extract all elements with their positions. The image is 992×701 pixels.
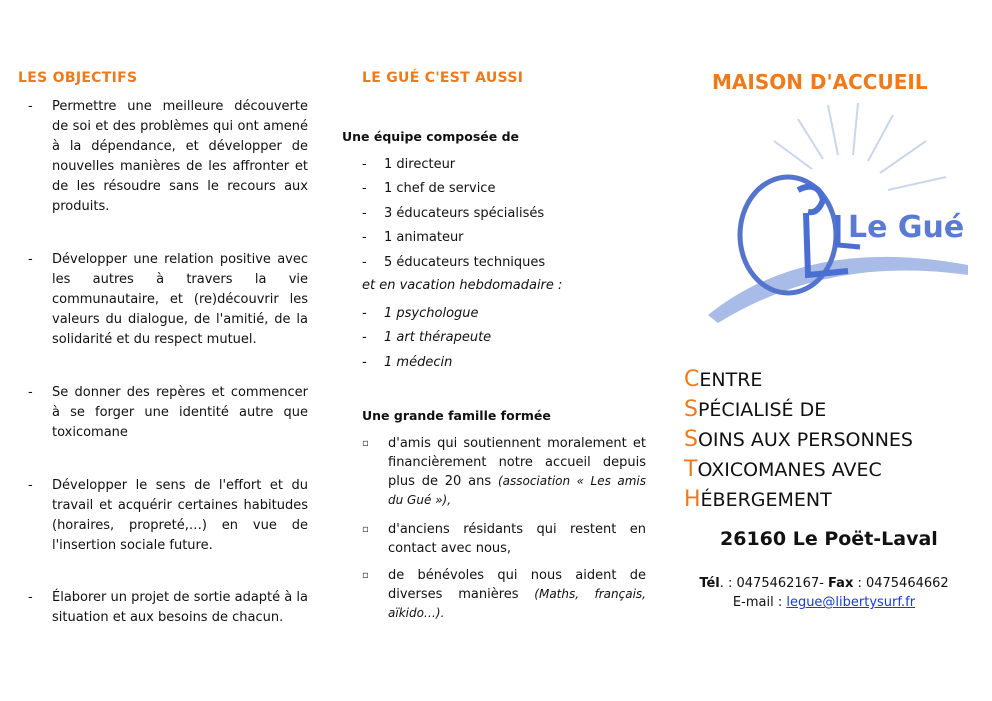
le-gue-logo bbox=[688, 95, 988, 345]
vacation-note: et en vacation hebdomadaire : bbox=[362, 278, 563, 293]
objective-item: - Développer une relation positive avec les autres à travers la vie communautaire, et (re)découvrir les valeurs du dialogue, de l'amitié, de la solidarité et du respect mutuel. bbox=[18, 250, 308, 350]
csst-line: HÉBERGEMENT bbox=[684, 487, 832, 512]
family-item: ▫ de bénévoles qui nous aident de diverses manières (Maths, français, aïkido…). bbox=[362, 568, 646, 620]
email-line: E-mail : legue@libertysurf.fr bbox=[732, 595, 916, 610]
team-item: - 1 chef de service bbox=[362, 181, 496, 196]
team-item: - 5 éducateurs techniques bbox=[362, 255, 546, 270]
team-title: Une équipe composée de bbox=[342, 129, 519, 144]
bullet-icon: ▫ bbox=[362, 438, 369, 449]
vacation-item: - 1 médecin bbox=[362, 355, 453, 370]
bullet-icon: ▫ bbox=[362, 524, 369, 535]
objective-item: - Se donner des repères et commencer à se forger une identité autre que toxicomane bbox=[18, 383, 308, 443]
contact-block bbox=[696, 574, 952, 612]
objective-item: - Développer le sens de l'effort et du travail et acquérir certaines habitudes (horaires, propreté,…) en vue de l'insertion sociale future. bbox=[18, 476, 308, 556]
objective-text: Se donner des repères et commencer à se forger une identité autre que toxicomane bbox=[52, 385, 308, 440]
family-item: ▫ d'anciens résidants qui restent en contact avec nous, bbox=[362, 522, 646, 556]
bullet-icon: ▫ bbox=[362, 570, 369, 581]
team-item: - 3 éducateurs spécialisés bbox=[362, 206, 545, 221]
csst-block bbox=[684, 365, 913, 515]
team-item: - 1 directeur bbox=[362, 157, 456, 172]
csst-line: SPÉCIALISÉ DE bbox=[684, 397, 827, 422]
email-link[interactable]: legue@libertysurf.fr bbox=[786, 595, 916, 610]
phone-fax-line: Tél. : 0475462167- Fax : 0475464662 bbox=[699, 576, 949, 591]
family-title: Une grande famille formée bbox=[362, 408, 551, 423]
objective-text: Élaborer un projet de sortie adapté à la situation et aux besoins de chacun. bbox=[52, 590, 308, 625]
about-heading: LE GUÉ C'EST AUSSI bbox=[362, 70, 524, 86]
objective-item: - Élaborer un projet de sortie adapté à la situation et aux besoins de chacun. bbox=[18, 588, 308, 628]
vacation-item: - 1 psychologue bbox=[362, 306, 479, 321]
family-item: ▫ d'amis qui soutiennent moralement et financièrement notre accueil depuis plus de 20 ans (association « Les amis du Gué »), bbox=[362, 436, 646, 507]
vacation-item: - 1 art thérapeute bbox=[362, 330, 492, 345]
objective-text: Développer une relation positive avec les autres à travers la vie communautaire, et (re)découvrir les valeurs du dialogue, de l'amitié, de la solidarité et du respect mutuel. bbox=[52, 252, 308, 347]
objective-text: Développer le sens de l'effort et du travail et acquérir certaines habitudes (horaires, propreté,…) en vue de l'insertion sociale future. bbox=[52, 478, 308, 553]
logo-text: Le Gué bbox=[848, 210, 965, 245]
maison-title: MAISON D'ACCUEIL bbox=[712, 70, 928, 94]
csst-line: TOXICOMANES AVEC bbox=[684, 457, 882, 482]
csst-line: CENTRE bbox=[684, 367, 763, 392]
csst-line: SOINS AUX PERSONNES bbox=[684, 427, 913, 452]
objective-item: - Permettre une meilleure découverte de soi et des problèmes qui ont amené à la dépendance, et développer de nouvelles manières de les affronter et de les résoudre sans le recours aux produits. bbox=[18, 97, 308, 217]
objectives-heading: LES OBJECTIFS bbox=[18, 70, 138, 86]
objective-text: Permettre une meilleure découverte de soi et des problèmes qui ont amené à la dépendance, et développer de nouvelles manières de les affronter et de les résoudre sans le recours aux produits. bbox=[52, 99, 308, 214]
city-address: 26160 Le Poët-Laval bbox=[720, 528, 938, 550]
team-item: - 1 animateur bbox=[362, 230, 464, 245]
